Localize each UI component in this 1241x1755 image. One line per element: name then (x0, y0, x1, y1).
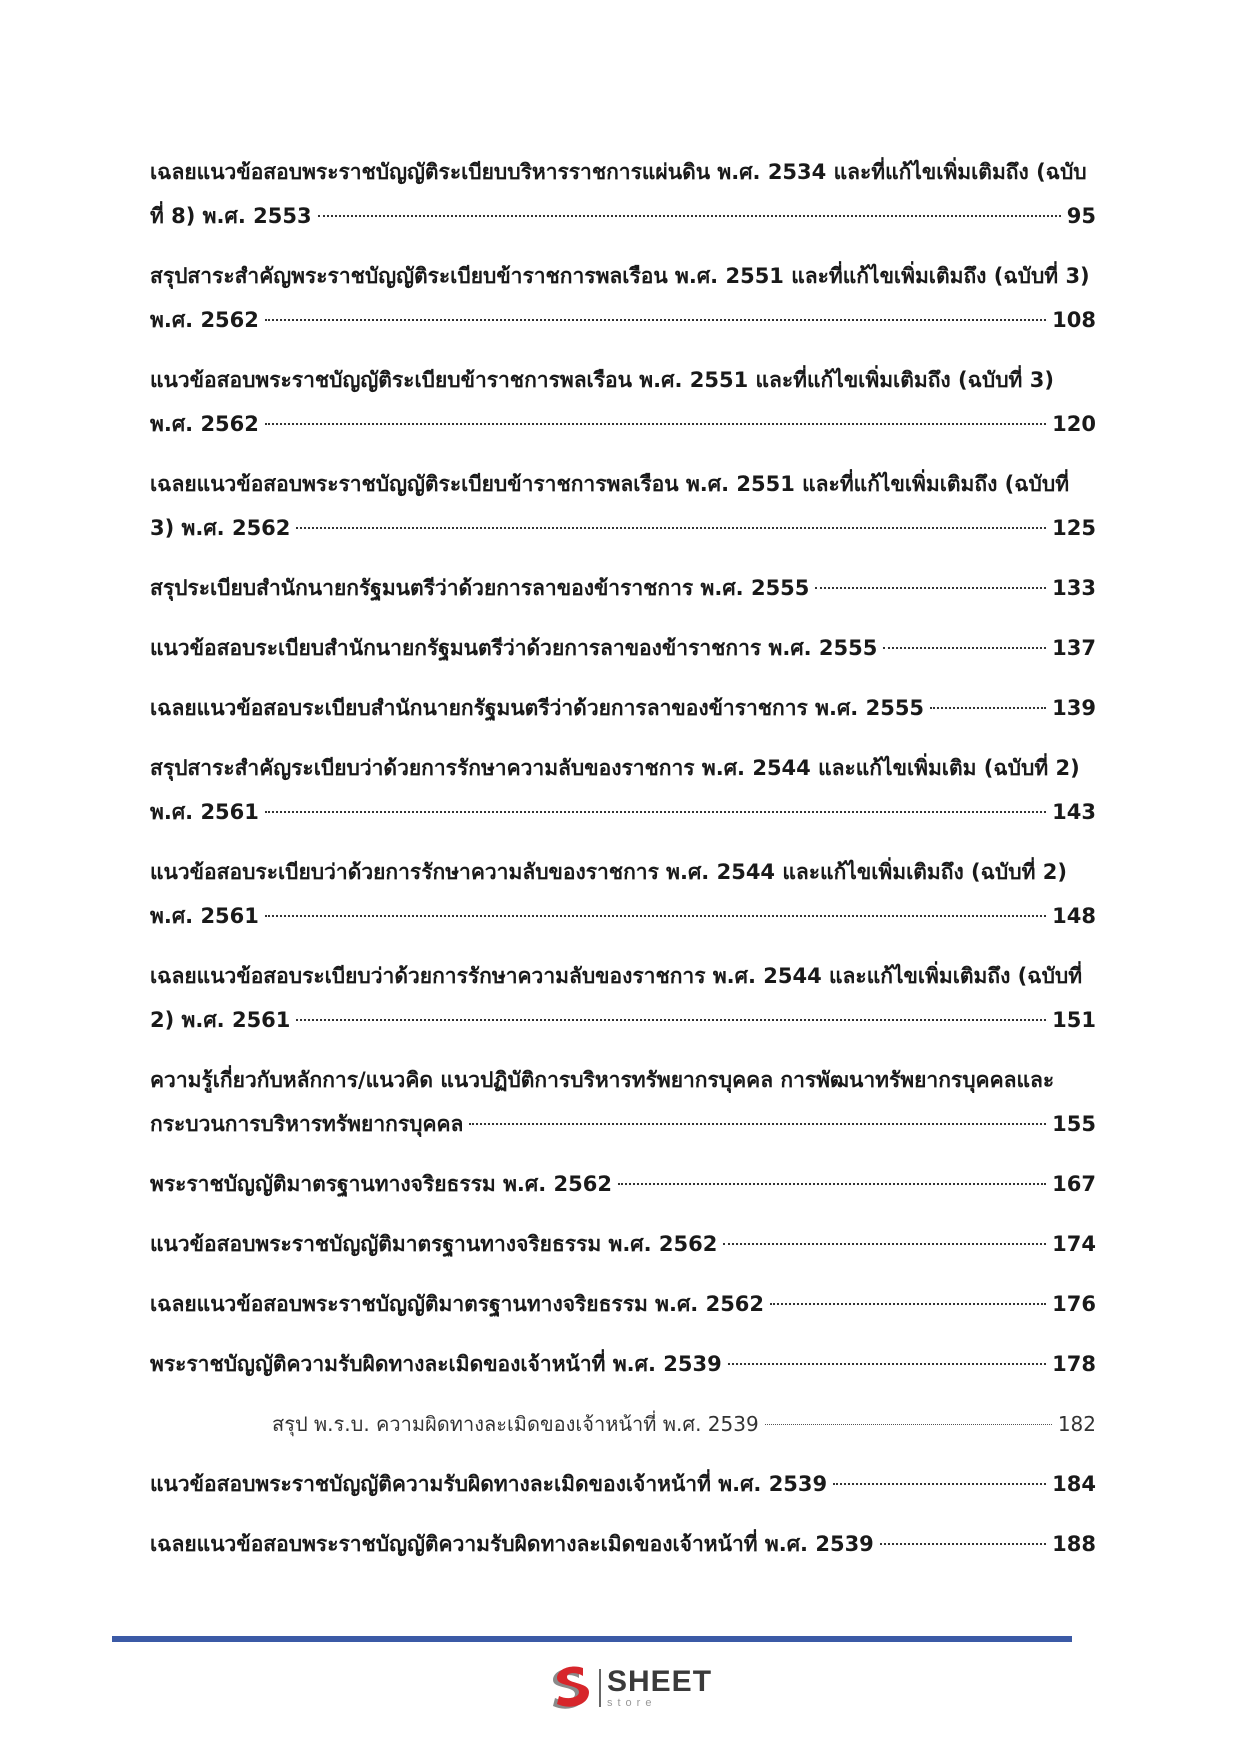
toc-entry-title-line1: สรุปสาระสำคัญพระราชบัญญัติระเบียบข้าราชการพลเรือน พ.ศ. 2551 และที่แก้ไขเพิ่มเติมถึง (ฉบับที่ 3) (150, 264, 1090, 288)
toc-page-number: 120 (1052, 412, 1096, 436)
toc-entry[interactable] (150, 1342, 1096, 1386)
toc-entry[interactable] (150, 686, 1096, 730)
toc-entry-title: พ.ศ. 2562 (150, 412, 259, 436)
toc-entry-title-line (150, 402, 1096, 446)
toc-entry-title: พ.ศ. 2561 (150, 904, 259, 928)
dot-leader (265, 811, 1046, 813)
footer-divider (112, 1636, 1072, 1642)
toc-entry-title: เฉลยแนวข้อสอบพระราชบัญญัติมาตรฐานทางจริยธรรม พ.ศ. 2562 (150, 1292, 765, 1316)
toc-entry-title-line (150, 790, 1096, 834)
toc-page-number: 188 (1052, 1532, 1096, 1556)
toc-page-number: 151 (1052, 1008, 1096, 1032)
dot-leader (265, 423, 1046, 425)
dot-leader (815, 587, 1046, 589)
dot-leader (833, 1483, 1046, 1485)
toc-entry[interactable] (150, 746, 1096, 834)
toc-entry-title-line (150, 1102, 1096, 1146)
toc-entry-title: สรุประเบียบสำนักนายกรัฐมนตรีว่าด้วยการลาของข้าราชการ พ.ศ. 2555 (150, 576, 810, 600)
logo-text (607, 1667, 712, 1709)
toc-entry-title-line1: ความรู้เกี่ยวกับหลักการ/แนวคิด แนวปฏิบัติการบริหารทรัพยากรบุคคล การพัฒนาทรัพยากรบุคคลและ (150, 1068, 1055, 1092)
toc-entry-title: ที่ 8) พ.ศ. 2553 (150, 204, 312, 228)
toc-entry-title-line1: สรุปสาระสำคัญระเบียบว่าด้วยการรักษาความลับของราชการ พ.ศ. 2544 และแก้ไขเพิ่มเติม (ฉบับที่ 2) (150, 756, 1080, 780)
dot-leader (883, 647, 1046, 649)
toc-entry-title: แนวข้อสอบพระราชบัญญัติมาตรฐานทางจริยธรรม พ.ศ. 2562 (150, 1232, 718, 1256)
toc-entry-title: กระบวนการบริหารทรัพยากรบุคคล (150, 1112, 464, 1136)
toc-entry[interactable] (150, 1162, 1096, 1206)
dot-leader (770, 1303, 1046, 1305)
toc-entry-title-line (150, 1342, 1096, 1386)
toc-entry[interactable] (150, 462, 1096, 550)
dot-leader (469, 1123, 1046, 1125)
dot-leader (930, 707, 1046, 709)
toc-page-number: 137 (1052, 636, 1096, 660)
toc-entry-title: แนวข้อสอบระเบียบสำนักนายกรัฐมนตรีว่าด้วยการลาของข้าราชการ พ.ศ. 2555 (150, 636, 878, 660)
toc-entry-title-line1: เฉลยแนวข้อสอบพระราชบัญญัติระเบียบบริหารราชการแผ่นดิน พ.ศ. 2534 และที่แก้ไขเพิ่มเติมถึง (ฉบับ (150, 160, 1087, 184)
toc-page-number: 182 (1057, 1412, 1096, 1436)
toc-entry-title: แนวข้อสอบพระราชบัญญัติความรับผิดทางละเมิดของเจ้าหน้าที่ พ.ศ. 2539 (150, 1472, 828, 1496)
toc-entry[interactable] (150, 850, 1096, 938)
toc-entry[interactable] (150, 1522, 1096, 1566)
toc-entry-title-line (150, 506, 1096, 550)
toc-subentry[interactable] (150, 1402, 1096, 1446)
sheet-store-logo-icon (543, 1662, 595, 1714)
dot-leader (728, 1363, 1046, 1365)
dot-leader (318, 215, 1061, 217)
toc-entry-title-line (150, 626, 1096, 670)
toc-entry-title-line1: เฉลยแนวข้อสอบพระราชบัญญัติระเบียบข้าราชการพลเรือน พ.ศ. 2551 และที่แก้ไขเพิ่มเติมถึง (ฉบับที่ (150, 472, 1070, 496)
dot-leader (296, 527, 1046, 529)
toc-page-number: 148 (1052, 904, 1096, 928)
toc-entry-title: 2) พ.ศ. 2561 (150, 1008, 291, 1032)
dot-leader (765, 1424, 1052, 1425)
logo-word: SHEET (607, 1665, 713, 1698)
toc-entry-title-line (150, 686, 1096, 730)
toc-page-number: 108 (1052, 308, 1096, 332)
toc-entry[interactable] (150, 566, 1096, 610)
toc-entry-title-line1: แนวข้อสอบพระราชบัญญัติระเบียบข้าราชการพลเรือน พ.ศ. 2551 และที่แก้ไขเพิ่มเติมถึง (ฉบับที่ 3) (150, 368, 1054, 392)
toc-entry-title: พ.ศ. 2562 (150, 308, 259, 332)
toc-entry-title-line (150, 1162, 1096, 1206)
logo-divider (599, 1669, 601, 1707)
toc-entry-title: เฉลยแนวข้อสอบพระราชบัญญัติความรับผิดทางละเมิดของเจ้าหน้าที่ พ.ศ. 2539 (150, 1532, 874, 1556)
dot-leader (265, 319, 1046, 321)
dot-leader (296, 1019, 1046, 1021)
toc-entry[interactable] (150, 1058, 1096, 1146)
toc-page-number: 176 (1052, 1292, 1096, 1316)
toc-entry-title-line (150, 194, 1096, 238)
dot-leader (880, 1543, 1046, 1545)
toc-entry-title: 3) พ.ศ. 2562 (150, 516, 291, 540)
toc-entry-title-line (150, 1462, 1096, 1506)
toc-entry-title-line (150, 566, 1096, 610)
dot-leader (265, 915, 1046, 917)
toc-entry[interactable] (150, 254, 1096, 342)
toc-entry-title: พระราชบัญญัติมาตรฐานทางจริยธรรม พ.ศ. 2562 (150, 1172, 612, 1196)
toc-entry[interactable] (150, 954, 1096, 1042)
toc-entry-title-line (150, 1282, 1096, 1326)
toc-entry-title-line (150, 894, 1096, 938)
toc-entry-title-line1: เฉลยแนวข้อสอบระเบียบว่าด้วยการรักษาความลับของราชการ พ.ศ. 2544 และแก้ไขเพิ่มเติมถึง (ฉบับที่ (150, 964, 1083, 988)
toc-entry[interactable] (150, 358, 1096, 446)
toc-page-number: 178 (1052, 1352, 1096, 1376)
toc-page-number: 139 (1052, 696, 1096, 720)
toc-entry[interactable] (150, 1462, 1096, 1506)
toc-entry-title: เฉลยแนวข้อสอบระเบียบสำนักนายกรัฐมนตรีว่าด้วยการลาของข้าราชการ พ.ศ. 2555 (150, 696, 925, 720)
toc-entry[interactable] (150, 1222, 1096, 1266)
toc-page-number: 125 (1052, 516, 1096, 540)
toc-entry-title: พระราชบัญญัติความรับผิดทางละเมิดของเจ้าหน้าที่ พ.ศ. 2539 (150, 1352, 722, 1376)
dot-leader (618, 1183, 1046, 1185)
toc-page-number: 155 (1052, 1112, 1096, 1136)
toc-entry-title-line (272, 1402, 1096, 1446)
toc-entry-title-line (150, 1522, 1096, 1566)
toc-page-number: 143 (1052, 800, 1096, 824)
toc-entry-title-line (150, 1222, 1096, 1266)
toc-entry[interactable] (150, 1282, 1096, 1326)
toc-page-number: 95 (1066, 204, 1096, 228)
table-of-contents (150, 150, 1096, 1582)
logo-subword: store (607, 1697, 657, 1709)
toc-entry-title: พ.ศ. 2561 (150, 800, 259, 824)
toc-page-number: 174 (1052, 1232, 1096, 1256)
toc-entry-title-line (150, 998, 1096, 1042)
toc-page-number: 167 (1052, 1172, 1096, 1196)
sheet-store-logo (543, 1660, 713, 1716)
toc-entry[interactable] (150, 150, 1096, 238)
toc-entry-title-line1: แนวข้อสอบระเบียบว่าด้วยการรักษาความลับของราชการ พ.ศ. 2544 และแก้ไขเพิ่มเติมถึง (ฉบับที่ 2) (150, 860, 1067, 884)
dot-leader (723, 1243, 1046, 1245)
toc-page-number: 184 (1052, 1472, 1096, 1496)
toc-page-number: 133 (1052, 576, 1096, 600)
toc-entry-title: สรุป พ.ร.บ. ความผิดทางละเมิดของเจ้าหน้าที่ พ.ศ. 2539 (272, 1412, 759, 1436)
toc-entry[interactable] (150, 626, 1096, 670)
toc-entry-title-line (150, 298, 1096, 342)
